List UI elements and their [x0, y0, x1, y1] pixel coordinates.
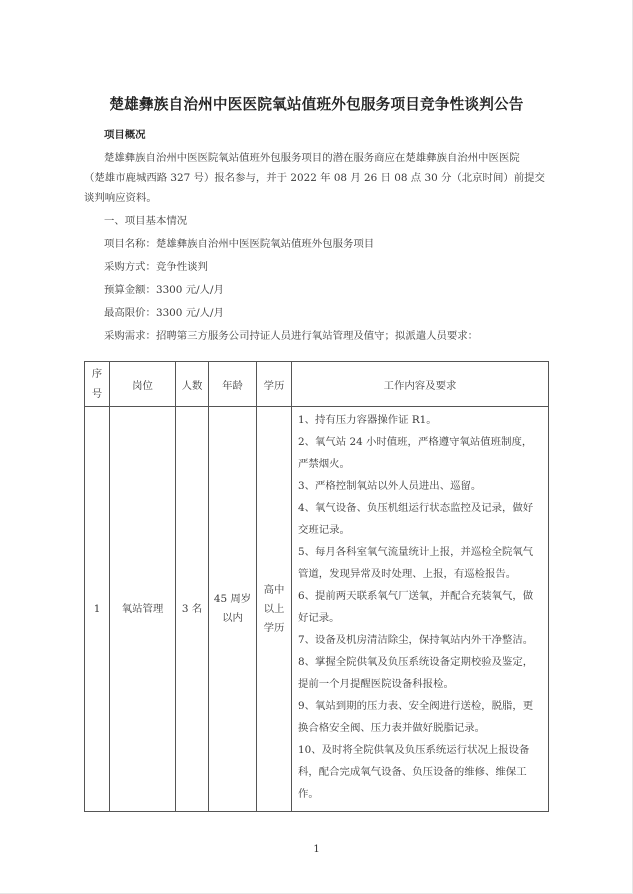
document-title: 楚雄彝族自治州中医医院氧站值班外包服务项目竞争性谈判公告 — [109, 96, 524, 113]
header-seq-line-1: 序 — [91, 368, 103, 380]
cell-age-line-1: 45 周岁 — [213, 593, 252, 605]
header-education: 学历 — [257, 362, 292, 407]
cell-edu-line-3: 学历 — [263, 621, 285, 634]
max-price: 最高限价：3300 元/人/月 — [104, 307, 224, 319]
staff-requirements-table — [84, 361, 549, 812]
duty-item-1: 1、持有压力容器操作证 R1。 — [298, 414, 437, 426]
cell-count: 3 名 — [176, 407, 209, 812]
cell-seq: 1 — [85, 407, 110, 812]
page-number: 1 — [313, 844, 320, 855]
budget-amount: 预算金额：3300 元/人/月 — [104, 284, 224, 296]
cell-education — [257, 407, 292, 812]
duty-item-5: 5、每月各科室氧气流量统计上报，并巡检全院氧气管道，发现异常及时处理、上报，有巡检报告。 — [298, 546, 534, 580]
duty-item-9: 9、氧站到期的压力表、安全阀进行送检，脱脂，更换合格安全阀、压力表并做好脱脂记录。 — [298, 700, 534, 734]
header-post: 岗位 — [110, 362, 176, 407]
duty-item-8: 8、掌握全院供氧及负压系统设备定期校验及鉴定，提前一个月提醒医院设备科报检。 — [298, 656, 534, 690]
section-heading-basic-info: 一、项目基本情况 — [104, 215, 188, 227]
duty-item-3: 3、严格控制氧站以外人员进出、巡留。 — [298, 480, 482, 492]
cell-age-line-2: 以内 — [222, 612, 243, 624]
procurement-requirement: 采购需求：招聘第三方服务公司持证人员进行氧站管理及值守；拟派遣人员要求： — [104, 330, 479, 342]
header-seq — [85, 362, 110, 407]
table-row — [85, 407, 549, 812]
cell-age — [209, 407, 257, 812]
header-seq-line-2: 号 — [91, 388, 103, 400]
overview-line-3: 谈判响应资料。 — [84, 192, 157, 204]
project-name: 项目名称：楚雄彝族自治州中医医院氧站值班外包服务项目 — [104, 238, 375, 250]
duty-item-2: 2、氧气站 24 小时值班，严格遵守氧站值班制度，严禁烟火。 — [298, 436, 533, 470]
header-count: 人数 — [176, 362, 209, 407]
procurement-method: 采购方式：竞争性谈判 — [104, 261, 208, 273]
header-age: 年龄 — [209, 362, 257, 407]
cell-edu-line-1: 高中 — [263, 583, 285, 596]
cell-duties — [292, 407, 549, 812]
duty-item-4: 4、氧气设备、负压机组运行状态监控及记录，做好交班记录。 — [298, 502, 534, 536]
duty-item-6: 6、提前两天联系氧气厂送氧，并配合充装氧气，做好记录。 — [298, 590, 534, 624]
overview-line-2: （楚雄市鹿城西路 327 号）报名参与，并于 2022 年 08 月 26 日 08 点 30 分（北京时间）前提交 — [84, 172, 545, 184]
duty-item-10: 10、及时将全院供氧及负压系统运行状况上报设备科，配合完成氧气设备、负压设备的维修、维保工作。 — [298, 744, 530, 800]
duty-item-7: 7、设备及机房清洁除尘，保持氧站内外干净整洁。 — [298, 634, 534, 646]
cell-post: 氧站管理 — [110, 407, 176, 812]
header-duties: 工作内容及要求 — [292, 362, 549, 407]
cell-edu-line-2: 以上 — [263, 602, 285, 615]
overview-line-1: 楚雄彝族自治州中医医院氧站值班外包服务项目的潜在服务商应在楚雄彝族自治州中医医院 — [104, 152, 520, 164]
overview-heading: 项目概况 — [104, 129, 146, 141]
table-header-row — [85, 362, 549, 407]
